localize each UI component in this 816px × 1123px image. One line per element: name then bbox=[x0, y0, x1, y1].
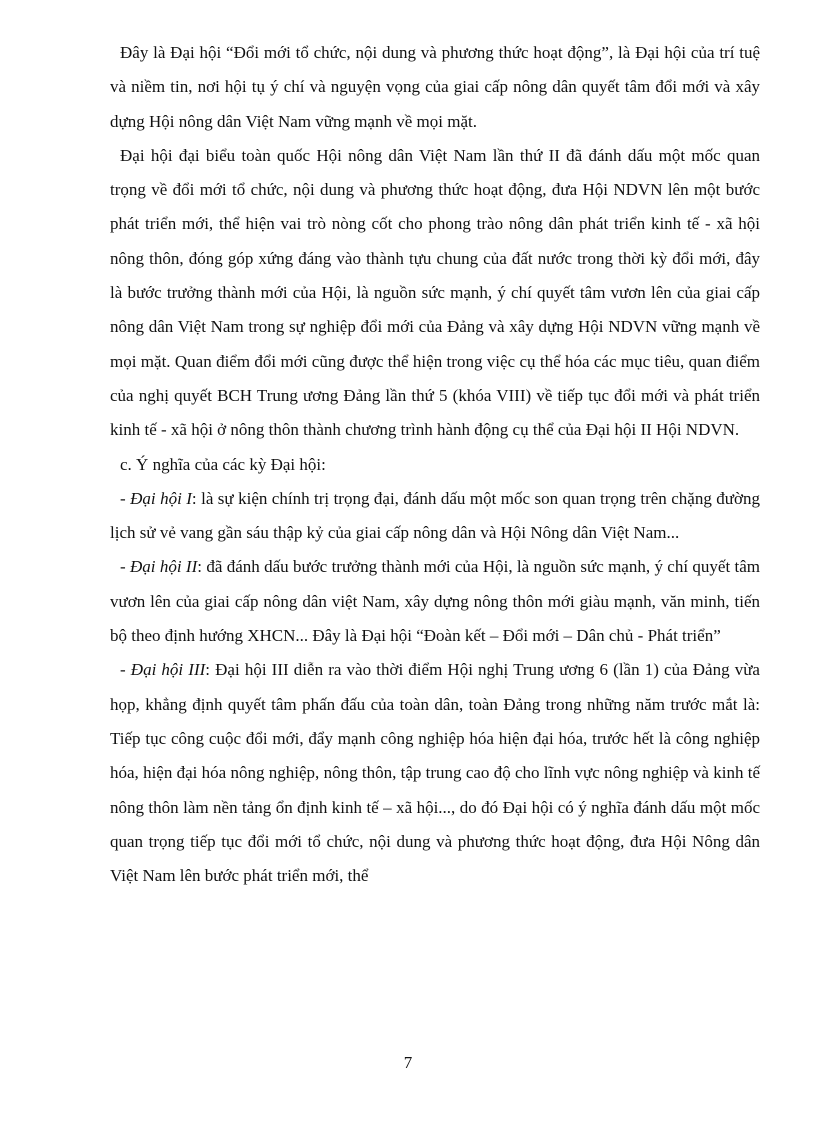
list-item-label: Đại hội II bbox=[130, 557, 198, 577]
section-heading-text: c. Ý nghĩa của các kỳ Đại hội: bbox=[120, 454, 326, 474]
paragraph-text: Đại hội đại biểu toàn quốc Hội nông dân Việt Nam lần thứ II đã đánh dấu một mốc quan trọng về đổi mới tổ chức, nội dung và phương thức hoạt động, đưa Hội NDVN lên một bước phát triển mới, thể hiện vai trò nòng cốt cho phong trào nông dân phát triển kinh tế - xã hội nông thôn, đóng góp xứng đáng vào thành tựu chung của đất nước trong thời kỳ đổi mới, đây là bước trưởng thành mới của Hội, là nguồn sức mạnh, ý chí quyết tâm vươn lên của giai cấp nông dân Việt Nam trong sự nghiệp đổi mới của Đảng và xây dựng Hội NDVN vững mạnh về mọi mặt. Quan điểm đổi mới cũng được thể hiện trong việc cụ thể hóa các mục tiêu, quan điểm của nghị quyết BCH Trung ương Đảng lần thứ 5 (khóa VIII) về tiếp tục đổi mới và phát triển kinh tế - xã hội ở nông thôn thành chương trình hành động cụ thể của Đại hội II Hội NDVN. bbox=[110, 145, 760, 440]
section-heading-significance bbox=[110, 448, 760, 482]
paragraph-congress-ii-summary bbox=[110, 139, 760, 448]
page-number: 7 bbox=[403, 1053, 413, 1072]
document-page bbox=[110, 36, 760, 893]
list-item-text: : đã đánh dấu bước trưởng thành mới của Hội, là nguồn sức mạnh, ý chí quyết tâm vươn lên của giai cấp nông dân việt Nam, xây dựng nông thôn mới giàu mạnh, văn minh, tiến bộ theo định hướng XHCN... Đây là Đại hội “Đoàn kết – Đổi mới – Dân chủ - Phát triển” bbox=[110, 557, 760, 646]
list-item-label: Đại hội III bbox=[130, 660, 206, 680]
list-item-congress-iii bbox=[110, 653, 760, 893]
list-bullet: - bbox=[120, 557, 131, 577]
list-bullet: - bbox=[120, 660, 131, 680]
list-item-text: : là sự kiện chính trị trọng đại, đánh dấu một mốc son quan trọng trên chặng đường lịch sử vẻ vang gần sáu thập kỷ của giai cấp nông dân và Hội Nông dân Việt Nam... bbox=[110, 488, 761, 543]
list-item-text: : Đại hội III diễn ra vào thời điểm Hội nghị Trung ương 6 (lần 1) của Đảng vừa họp, khẳng định quyết tâm phấn đấu của toàn dân, toàn Đảng trong những năm trước mắt là: Tiếp tục công cuộc đổi mới, đẩy mạnh công nghiệp hóa hiện đại hóa, trước hết là công nghiệp hóa, hiện đại hóa nông nghiệp, nông thôn, tập trung cao độ cho lĩnh vực nông nghiệp và kinh tế nông thôn làm nền tảng ổn định kinh tế – xã hội..., do đó Đại hội có ý nghĩa đánh dấu một mốc quan trọng tiếp tục đổi mới tổ chức, nội dung và phương thức hoạt động, đưa Hội Nông dân Việt Nam lên bước phát triển mới, thể bbox=[110, 660, 760, 886]
list-item-congress-i bbox=[110, 482, 760, 551]
list-bullet: - bbox=[120, 488, 131, 508]
list-item-label: Đại hội I bbox=[130, 488, 192, 508]
paragraph-intro bbox=[110, 36, 760, 139]
paragraph-text: Đây là Đại hội “Đổi mới tổ chức, nội dung và phương thức hoạt động”, là Đại hội của trí tuệ và niềm tin, nơi hội tụ ý chí và nguyện vọng của giai cấp nông dân quyết tâm đổi mới và xây dựng Hội nông dân Việt Nam vững mạnh về mọi mặt. bbox=[110, 43, 760, 131]
list-item-congress-ii bbox=[110, 550, 760, 653]
